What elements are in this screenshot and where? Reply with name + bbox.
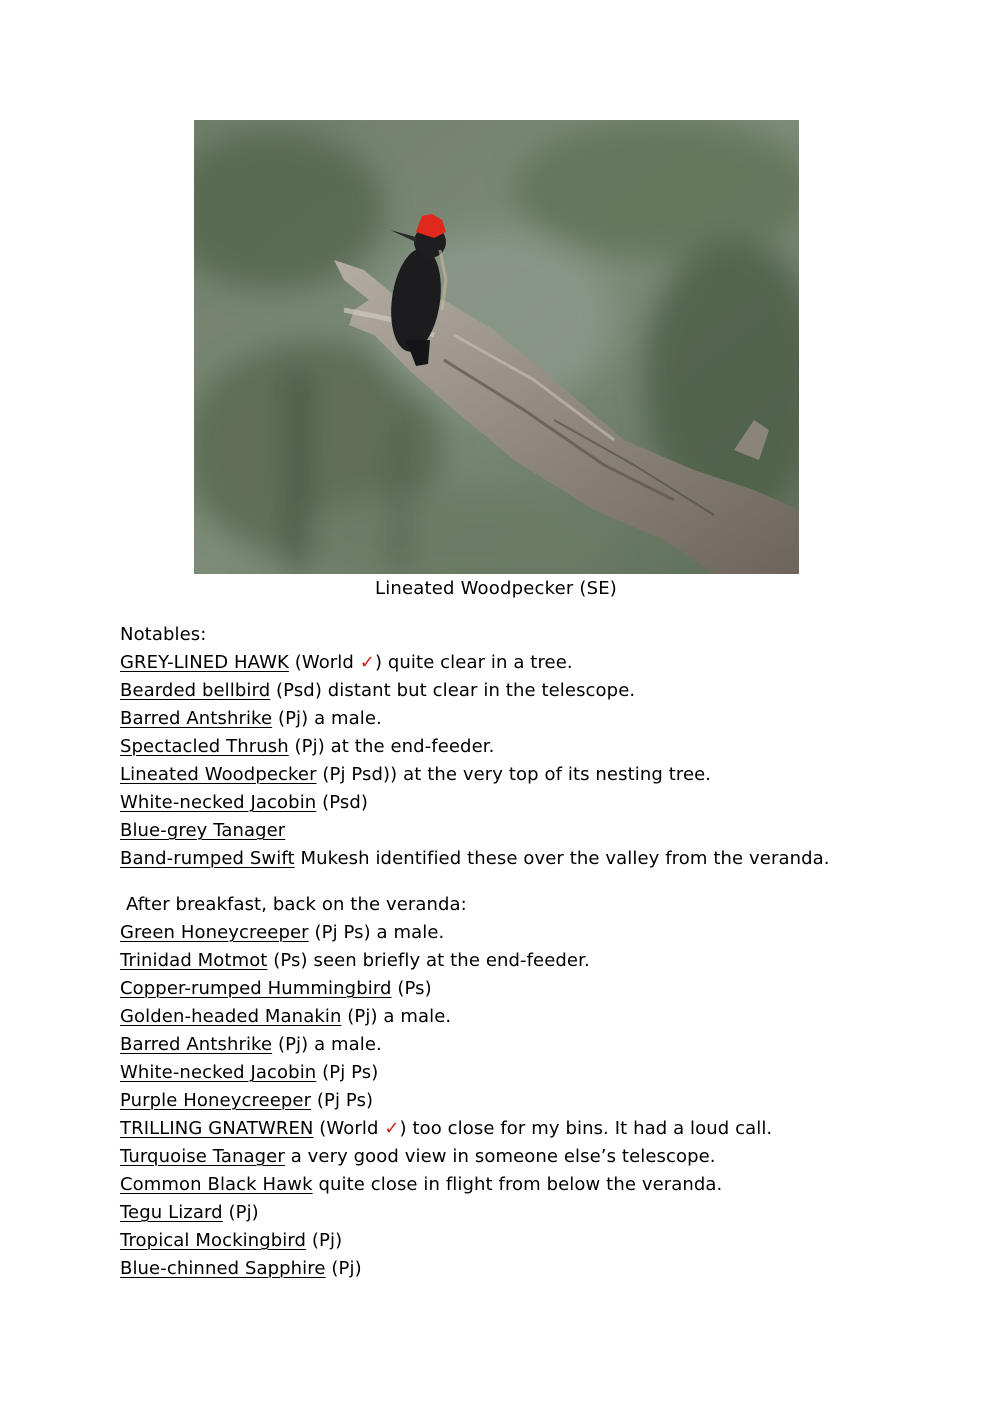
note-text: Mukesh identified these over the valley from the veranda. bbox=[294, 848, 830, 869]
after-breakfast-heading: After breakfast, back on the veranda: bbox=[126, 894, 467, 915]
note-text: (Pj) a male. bbox=[272, 1034, 382, 1055]
list-item bbox=[120, 1255, 920, 1283]
note-text: quite close in flight from below the veranda. bbox=[312, 1174, 723, 1195]
list-item bbox=[120, 1227, 920, 1255]
species-name: TRILLING GNATWREN bbox=[120, 1118, 314, 1139]
note-text: (Pj) bbox=[325, 1258, 362, 1279]
note-text: (World bbox=[288, 652, 360, 673]
list-item bbox=[120, 705, 920, 733]
species-name: Band-rumped Swift bbox=[120, 848, 295, 869]
note-text: (Pj Ps) bbox=[316, 1062, 379, 1083]
list-item bbox=[120, 1199, 920, 1227]
species-name: Barred Antshrike bbox=[120, 708, 273, 729]
note-text: (Ps) bbox=[391, 978, 432, 999]
species-name: Tegu Lizard bbox=[120, 1202, 223, 1223]
note-text: ) too close for my bins. It had a loud call. bbox=[399, 1118, 773, 1139]
species-name: White-necked Jacobin bbox=[120, 792, 317, 813]
list-item bbox=[120, 733, 920, 761]
note-text: a very good view in someone else’s telescope. bbox=[284, 1146, 716, 1167]
species-name: Green Honeycreeper bbox=[120, 922, 309, 943]
species-name: Golden-headed Manakin bbox=[120, 1006, 342, 1027]
list-item bbox=[120, 1143, 920, 1171]
note-text: (Pj Psd)) at the very top of its nesting tree. bbox=[316, 764, 712, 785]
species-name: Common Black Hawk bbox=[120, 1174, 313, 1195]
note-text: (Pj) a male. bbox=[341, 1006, 452, 1027]
note-text: (Pj) a male. bbox=[272, 708, 382, 729]
notables-heading: Notables: bbox=[120, 624, 207, 645]
species-name: Barred Antshrike bbox=[120, 1034, 273, 1055]
note-text: (World bbox=[313, 1118, 385, 1139]
list-item bbox=[120, 1171, 920, 1199]
checkmark-icon: ✓ bbox=[384, 1118, 400, 1139]
list-item bbox=[120, 845, 920, 873]
species-name: Tropical Mockingbird bbox=[120, 1230, 307, 1251]
species-name: GREY-LINED HAWK bbox=[120, 652, 289, 673]
species-name: Purple Honeycreeper bbox=[120, 1090, 312, 1111]
note-text: ) quite clear in a tree. bbox=[374, 652, 573, 673]
species-name: Spectacled Thrush bbox=[120, 736, 289, 757]
note-text: (Pj) bbox=[306, 1230, 343, 1251]
species-name: Bearded bellbird bbox=[120, 680, 271, 701]
species-name: Blue-chinned Sapphire bbox=[120, 1258, 326, 1279]
list-item bbox=[120, 1003, 920, 1031]
checkmark-icon: ✓ bbox=[359, 652, 375, 673]
list-item bbox=[120, 649, 920, 677]
species-name: Blue-grey Tanager bbox=[120, 820, 286, 841]
list-item bbox=[120, 1059, 920, 1087]
after-breakfast-section bbox=[120, 891, 920, 1283]
list-item bbox=[120, 1031, 920, 1059]
note-text: (Ps) seen briefly at the end-feeder. bbox=[267, 950, 590, 971]
list-item bbox=[120, 817, 920, 845]
notables-section bbox=[120, 621, 920, 873]
photo-caption: Lineated Woodpecker (SE) bbox=[374, 578, 618, 599]
list-item bbox=[120, 947, 920, 975]
note-text: (Pj Ps) a male. bbox=[308, 922, 445, 943]
species-name: Copper-rumped Hummingbird bbox=[120, 978, 392, 999]
list-item bbox=[120, 677, 920, 705]
species-name: White-necked Jacobin bbox=[120, 1062, 317, 1083]
species-name: Trinidad Motmot bbox=[120, 950, 268, 971]
list-item bbox=[120, 919, 920, 947]
list-item bbox=[120, 1115, 920, 1143]
note-text: (Pj) at the end-feeder. bbox=[288, 736, 495, 757]
species-name: Turquoise Tanager bbox=[120, 1146, 285, 1167]
list-item bbox=[120, 761, 920, 789]
note-text: (Psd) bbox=[316, 792, 369, 813]
list-item bbox=[120, 789, 920, 817]
note-text: (Pj Ps) bbox=[311, 1090, 374, 1111]
list-item bbox=[120, 975, 920, 1003]
list-item bbox=[120, 1087, 920, 1115]
woodpecker-photo bbox=[194, 120, 799, 574]
note-text: (Psd) distant but clear in the telescope. bbox=[270, 680, 636, 701]
note-text: (Pj) bbox=[222, 1202, 259, 1223]
species-name: Lineated Woodpecker bbox=[120, 764, 317, 785]
